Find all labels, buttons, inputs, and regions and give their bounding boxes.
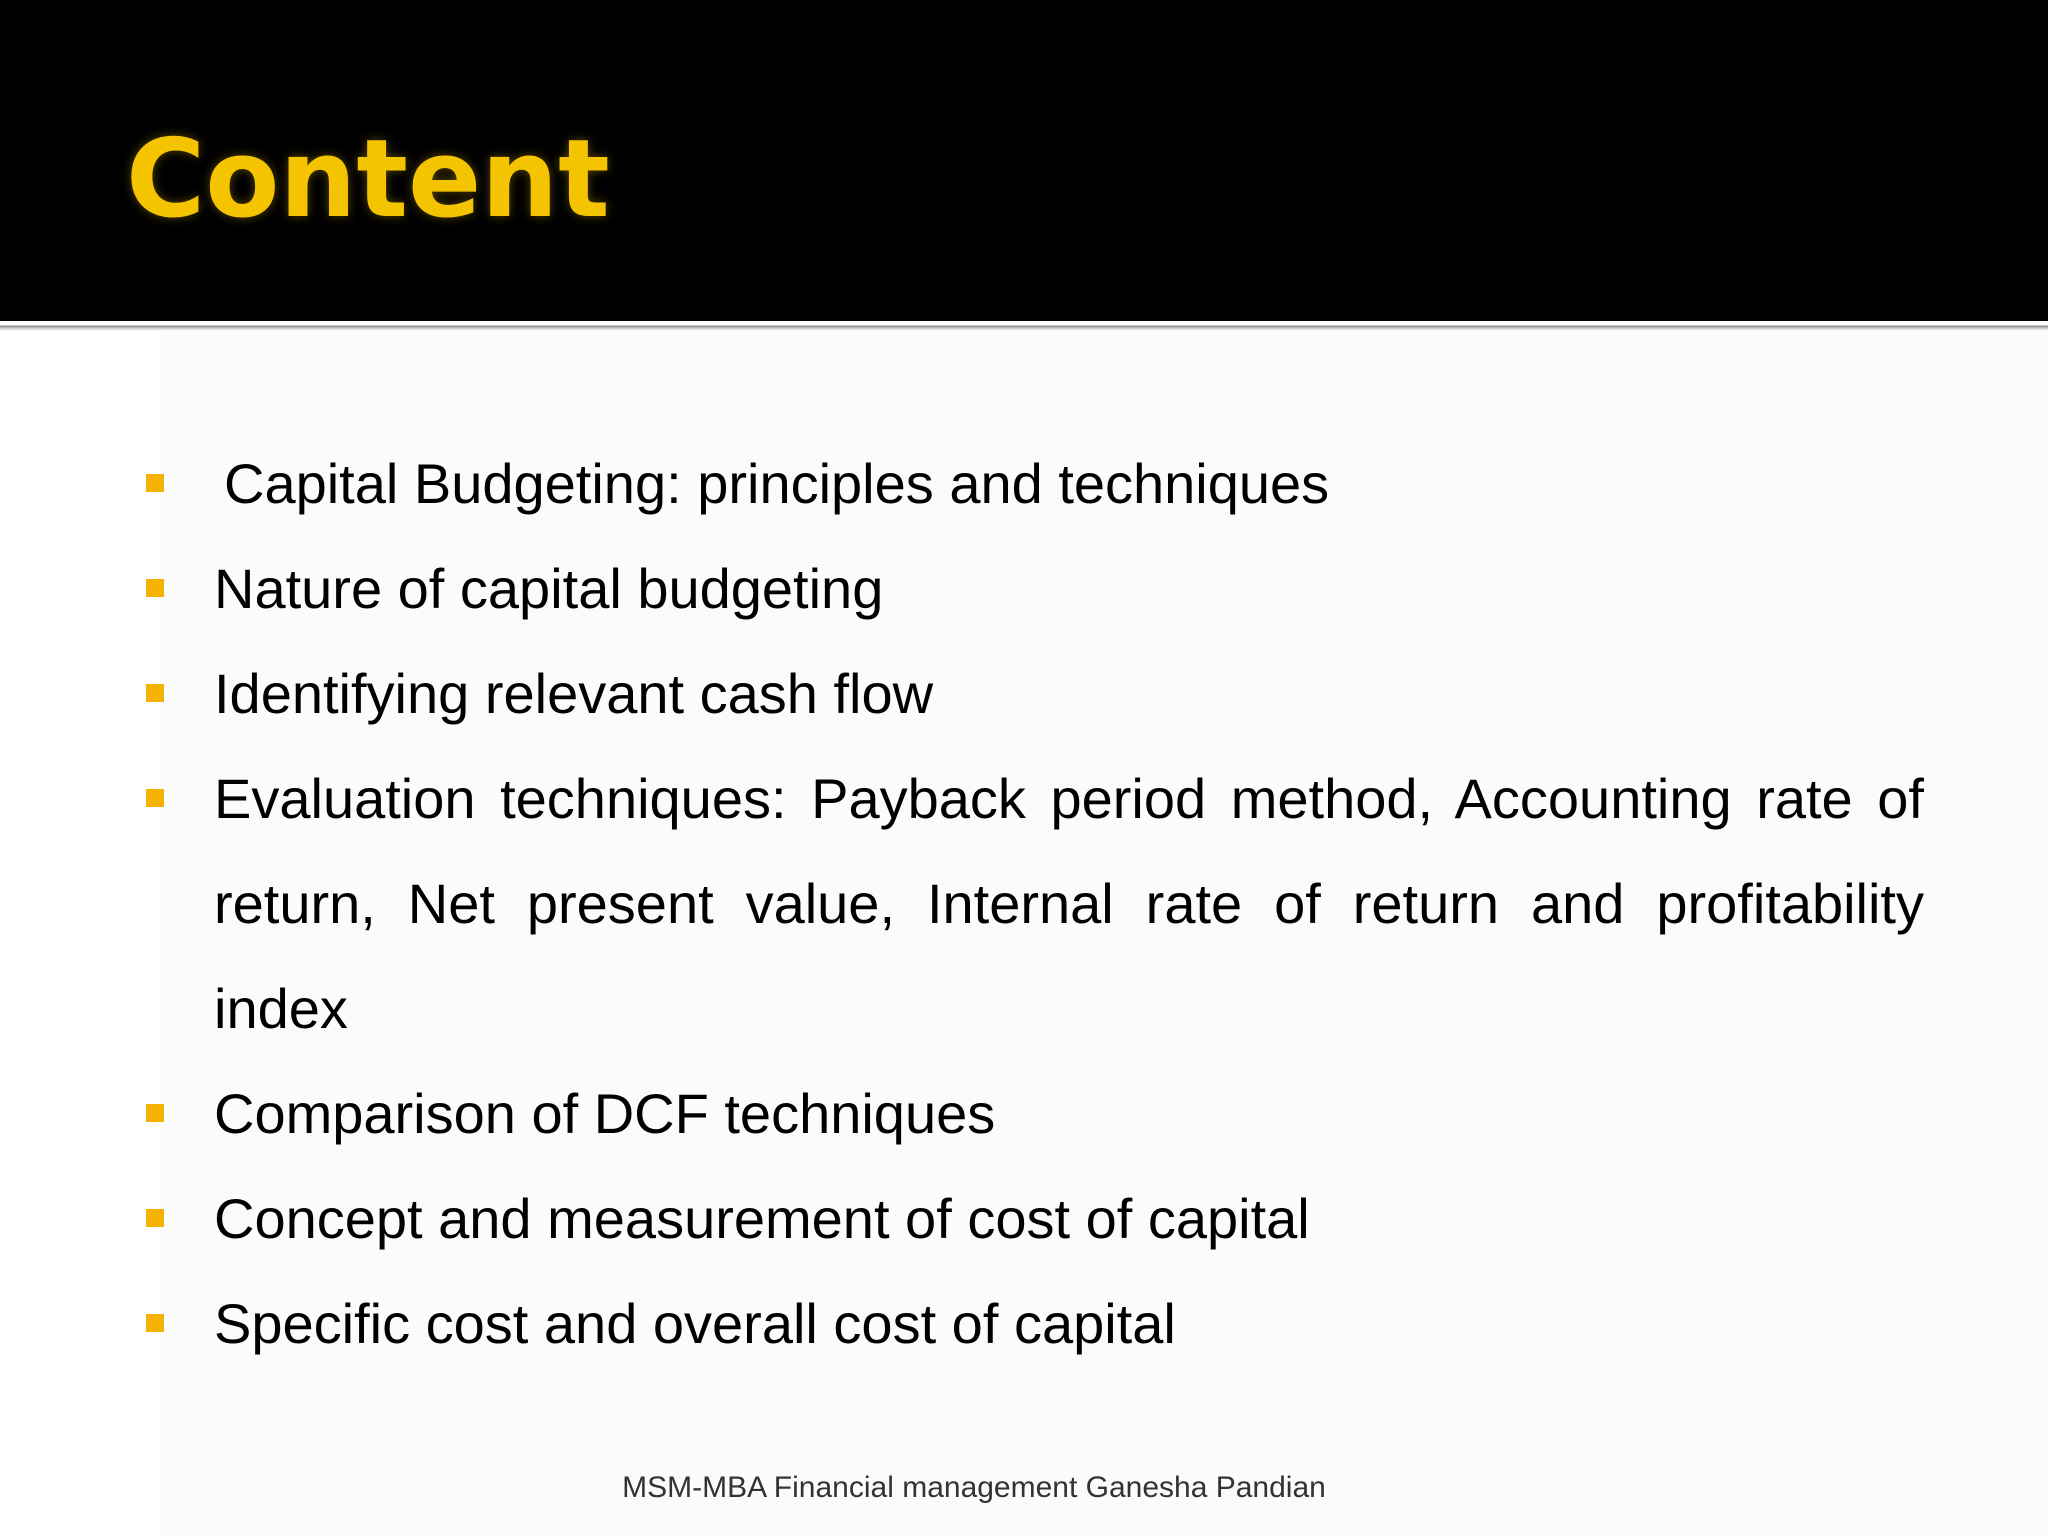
square-bullet-icon bbox=[146, 1314, 164, 1332]
slide-title: Content bbox=[126, 117, 610, 242]
title-divider bbox=[0, 321, 2048, 331]
list-item-text: Evaluation techniques: Payback period method, Accounting rate of return, Net present value, Internal rate of return and profitability index bbox=[214, 767, 1924, 1040]
square-bullet-icon bbox=[146, 579, 164, 597]
square-bullet-icon bbox=[146, 474, 164, 492]
square-bullet-icon bbox=[146, 684, 164, 702]
list-item-text: Comparison of DCF techniques bbox=[214, 1082, 996, 1145]
list-item-text: Concept and measurement of cost of capital bbox=[214, 1187, 1310, 1250]
list-item-text: Identifying relevant cash flow bbox=[214, 662, 934, 725]
square-bullet-icon bbox=[146, 789, 164, 807]
title-bar bbox=[0, 0, 2048, 321]
list-item-text: Specific cost and overall cost of capital bbox=[214, 1292, 1176, 1355]
square-bullet-icon bbox=[146, 1104, 164, 1122]
list-item-text: Capital Budgeting: principles and techniques bbox=[224, 452, 1330, 515]
content-area bbox=[0, 331, 2048, 1536]
list-item-text: Nature of capital budgeting bbox=[214, 557, 884, 620]
slide-footer bbox=[0, 1468, 2048, 1508]
footer-text: MSM-MBA Financial management Ganesha Pandian bbox=[622, 1471, 1326, 1504]
square-bullet-icon bbox=[146, 1209, 164, 1227]
